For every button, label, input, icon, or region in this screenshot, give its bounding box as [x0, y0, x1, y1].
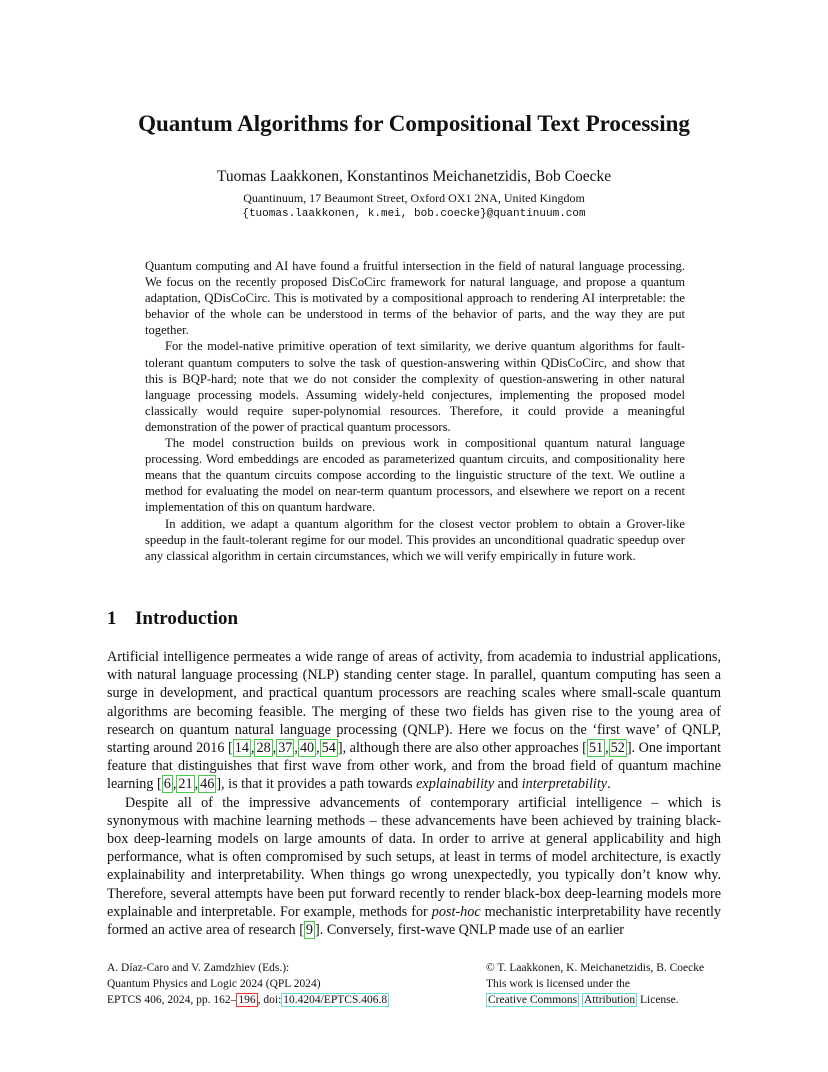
intro-paragraph-2: [107, 794, 721, 940]
attribution-link[interactable]: Attribution: [584, 994, 636, 1006]
license-text: This work is licensed under the: [486, 978, 631, 990]
text-run: , doi:: [257, 994, 282, 1006]
abstract-paragraph: For the model-native primitive operation of text similarity, we derive quantum algorithms for fault-tolerant quantum computers to solve the task of question-answering within QDisCoCirc, and show that this is BQP-hard; note that we do not consider the complexity of question-answering in other natural language processing models. Assuming widely-held conjectures, implementing the proposed model classically would require super-polynomial resources. Therefore, it could provide a meaningful demonstration of the power of practical quantum processors.: [145, 339, 685, 434]
abstract-paragraph: In addition, we adapt a quantum algorithm for the closest vector problem to obtain a Grover-like speedup in the fault-tolerant regime for our model. This provides an unconditional quadratic speedup over any classical algorithm in certain circumstances, which we will verify empirically in future work.: [145, 516, 685, 563]
citation-link[interactable]: 54: [321, 740, 336, 757]
text-run: and: [494, 776, 522, 793]
text-run: EPTCS 406, 2024, pp. 162–: [107, 994, 237, 1006]
text-run: .: [607, 776, 611, 793]
intro-body: [107, 648, 721, 939]
emphasis: explainability: [416, 776, 495, 793]
citation-link[interactable]: 51: [588, 740, 604, 757]
text-run: ]. One important feature that distinguishes that first wave from other work, and from the broad field of quantum machine learning [: [107, 740, 721, 793]
creative-commons-link[interactable]: Creative Commons: [488, 994, 578, 1006]
author-emails: {tuomas.laakkonen, k.mei, bob.coecke}@quantinuum.com: [242, 208, 586, 220]
text-run: Despite all of the impressive advancements of contemporary artificial intelligence – which is synonymous with machine learning methods – these advancements have been achieved by training black-box deep-learning models on large amounts of data. In order to arrive at general applicability and high performance, what is often compromised by such setups, at least in terms of model architecture, is exactly explainability and interpretability. When things go wrong unexpectedly, you typically don’t know why. Therefore, several attempts have been put forward recently to render black-box deep-learning models more explainable and interpretable. For example, methods for: [107, 794, 721, 920]
citation-link[interactable]: 46: [200, 776, 215, 793]
doi-link[interactable]: 10.4204/EPTCS.406.8: [283, 994, 388, 1006]
emphasis: post-hoc: [431, 903, 481, 920]
citation-link[interactable]: 14: [234, 740, 249, 757]
citation-link[interactable]: 6: [163, 776, 171, 793]
citation-link[interactable]: 9: [305, 922, 314, 939]
citation-group: 51 , 52: [588, 740, 625, 757]
text-run: ], is that it provides a path towards: [216, 776, 417, 793]
section-heading: [107, 608, 238, 630]
section-number: 1: [107, 608, 117, 629]
paper-title: Quantum Algorithms for Compositional Text Processing: [138, 111, 690, 136]
text-run: mechanistic interpretability have recently formed an active area of research [: [107, 903, 721, 939]
citation-link[interactable]: 40: [299, 740, 315, 757]
text-run: ]. Conversely, first-wave QNLP made use of an earlier: [315, 922, 625, 939]
abstract-paragraph: The model construction builds on previous work in compositional quantum natural language processing. Word embeddings are encoded as parameterized quantum circuits, and compositionality here means that the quantum circuits compose according to the linguistic structure of the text. We outline a method for evaluating the model on near-term quantum processors, and elsewhere we report on a recent implementation of this on quantum hardware.: [145, 436, 685, 515]
license-line: [486, 992, 704, 1008]
footer-license: [486, 960, 704, 1008]
citation-link[interactable]: 28: [256, 740, 271, 757]
proceedings: Quantum Physics and Logic 2024 (QPL 2024): [107, 978, 321, 990]
section-title: Introduction: [135, 608, 239, 629]
emphasis: interpretability: [521, 776, 608, 793]
citation-group: 6 , 21 , 46: [163, 776, 215, 793]
abstract-paragraph: Quantum computing and AI have found a fruitful intersection in the field of natural language processing. We focus on the recently proposed DisCoCirc framework for natural language, and propose a quantum adaptation, QDisCoCirc. This is motivated by a compositional approach to rendering AI interpretable: the behavior of the whole can be understood in terms of the behavior of parts, and the way they are put together.: [145, 259, 685, 338]
text-run: Artificial intelligence permeates a wide range of areas of activity, from academia to industrial applications, with natural language processing (NLP) standing center stage. In parallel, quantum computing has seen a surge in development, and practical quantum processors are reaching scales where small-scale quantum algorithms are becoming feasible. The merging of these two fields has given rise to the young area of research on quantum natural language processing (QNLP). Here we focus on the ‘first wave’ of QNLP, starting around 2016 [: [107, 649, 721, 757]
authors: Tuomas Laakkonen, Konstantinos Meichanetzidis, Bob Coecke: [216, 168, 612, 185]
editors: A. Díaz-Caro and V. Zamdzhiev (Eds.):: [107, 962, 290, 974]
eptcs-line: [107, 992, 389, 1008]
intro-paragraph-1: [107, 648, 721, 794]
copyright: © T. Laakkonen, K. Meichanetzidis, B. Coecke: [486, 962, 705, 974]
citation-link[interactable]: 37: [278, 740, 293, 757]
abstract: [145, 258, 685, 564]
citation-group: 14 , 28 , 37 , 40 , 54: [234, 740, 336, 757]
citation-link[interactable]: 52: [610, 740, 625, 757]
text-run: License.: [637, 994, 679, 1006]
footer-publication-info: [107, 960, 389, 1008]
citation-link[interactable]: 21: [178, 776, 193, 793]
last-page-link[interactable]: 196: [238, 994, 256, 1006]
text-run: ], although there are also other approaches [: [337, 740, 587, 757]
affiliation: Quantinuum, 17 Beaumont Street, Oxford OX1 2NA, United Kingdom: [243, 191, 585, 205]
